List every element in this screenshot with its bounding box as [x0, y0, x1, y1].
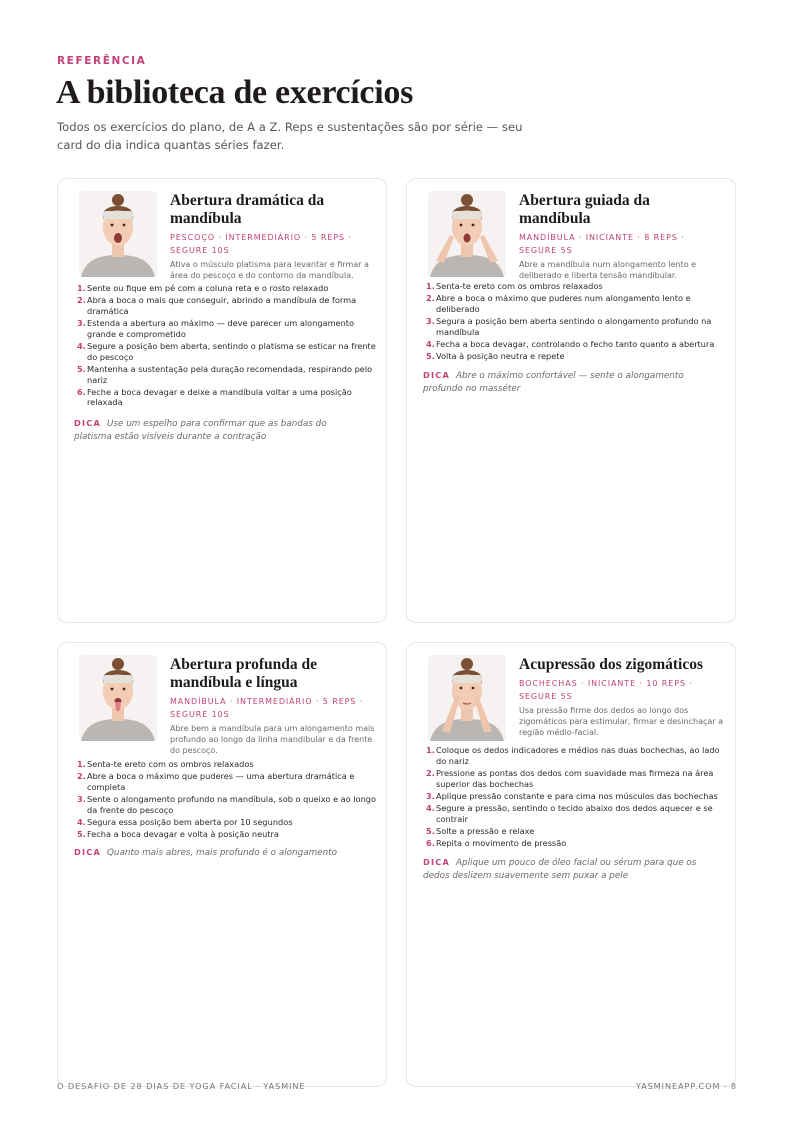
- exercise-image: [428, 191, 506, 277]
- step-item: 2. Abra a boca o mais que conseguir, abrindo a mandíbula de forma dramática: [77, 295, 357, 316]
- exercise-image: [79, 655, 157, 741]
- step-item: 3. Estenda a abertura ao máximo — deve parecer um alongamento grande e comprometido: [77, 317, 354, 339]
- exercise-meta: PESCOÇO · INTERMEDIÁRIO · 5 REPS · SEGURE 10S: [170, 233, 352, 255]
- step-item: 6. Feche a boca devagar e deixe a mandíbula voltar a uma posição relaxada: [77, 386, 352, 408]
- step-item: 5. Mantenha a sustentação pela duração recomendada, respirando pelo nariz: [77, 363, 373, 385]
- exercise-card: [57, 178, 387, 623]
- step-item: 1. Sente ou fique em pé com a coluna reta e o rosto relaxado: [77, 283, 329, 293]
- exercise-tip: [74, 417, 364, 444]
- exercise-image: [428, 655, 506, 741]
- step-item: 3. Sente o alongamento profundo na mandíbula, sob o queixo e ao longo da frente do pescoço: [77, 793, 376, 815]
- step-item: 3. Segura a posição bem aberta sentindo o alongamento profundo na mandíbula: [426, 315, 712, 337]
- step-item: 5. Fecha a boca devagar e volta à posição neutra: [77, 828, 279, 839]
- step-item: 6. Repita o movimento de pressão: [426, 837, 567, 848]
- tip-text: Use um espelho para confirmar que as bandas do platisma estão visíveis durante a contração: [74, 419, 327, 442]
- exercise-title: Acupressão dos zigomáticos: [519, 656, 703, 673]
- exercise-steps: [426, 281, 726, 363]
- page-intro: Todos os exercícios do plano, de A a Z. Reps e sustentações são por série — seu card do dia indica quantas séries fazer.: [57, 120, 523, 152]
- step-item: 2. Abre a boca o máximo que puderes num alongamento lento e deliberado: [426, 293, 691, 314]
- footer-page-info: YASMINEAPP.COM · 8: [635, 1081, 737, 1091]
- exercise-steps: [77, 283, 377, 410]
- exercise-description: Abre a mandíbula num alongamento lento e deliberado e liberta tensão mandibular.: [519, 260, 697, 280]
- exercise-description: Ativa o músculo platisma para levantar e firmar a área do pescoço e do contorno da mandíbula.: [170, 260, 369, 280]
- exercise-meta: MANDÍBULA · INICIANTE · 8 REPS · SEGURE 5S: [519, 233, 685, 255]
- tip-text: Aplique um pouco de óleo facial ou sérum para que os dedos deslizem suavemente sem puxar a pele: [423, 858, 697, 881]
- exercise-title: Abertura dramática da mandíbula: [170, 192, 325, 227]
- exercise-tip: [423, 856, 713, 883]
- step-item: 4. Segure a pressão, sentindo o tecido abaixo dos dedos aquecer e se contrair: [426, 802, 713, 824]
- step-item: 2. Pressione as pontas dos dedos com suavidade mas firmeza na área superior das bochechas: [426, 767, 714, 789]
- exercise-steps: [77, 759, 377, 841]
- page-title: A biblioteca de exercícios: [56, 74, 414, 111]
- tip-label: DICA: [74, 847, 101, 857]
- exercise-description: Usa pressão firme dos dedos ao longo dos zigomáticos para estimular, firmar e desinchaçar a região médio-facial.: [519, 706, 724, 737]
- exercise-card: [406, 178, 736, 623]
- step-item: 3. Aplique pressão constante e para cima nos músculos das bochechas: [426, 790, 718, 801]
- exercise-title: Abertura profunda de mandíbula e língua: [170, 656, 317, 691]
- tip-label: DICA: [423, 370, 450, 380]
- exercise-title: Abertura guiada da mandíbula: [519, 192, 650, 227]
- exercise-card: [57, 642, 387, 1087]
- tip-label: DICA: [74, 418, 101, 428]
- tip-text: Quanto mais abres, mais profundo é o alongamento: [107, 848, 337, 858]
- step-item: 4. Fecha a boca devagar, controlando o fecho tanto quanto a abertura: [426, 338, 715, 349]
- step-item: 1. Coloque os dedos indicadores e médios nas duas bochechas, ao lado do nariz: [426, 745, 720, 766]
- step-item: 1. Senta-te ereto com os ombros relaxados: [426, 281, 603, 291]
- step-item: 4. Segura essa posição bem aberta por 10 segundos: [77, 816, 293, 827]
- exercise-tip: [423, 369, 713, 396]
- tip-text: Abre o máximo confortável — sente o alongamento profundo no masséter: [423, 371, 684, 394]
- exercise-image: [79, 191, 157, 277]
- step-item: 5. Solte a pressão e relaxe: [426, 825, 535, 836]
- exercise-meta: BOCHECHAS · INICIANTE · 10 REPS · SEGURE 5S: [519, 679, 693, 701]
- tip-label: DICA: [423, 857, 450, 867]
- exercise-description: Abre bem a mandíbula para um alongamento mais profundo ao longo da linha mandibular e da frente do pescoço.: [170, 724, 375, 755]
- exercise-meta: MANDÍBULA · INTERMEDIÁRIO · 5 REPS · SEGURE 10S: [170, 697, 364, 719]
- step-item: 4. Segure a posição bem aberta, sentindo o platisma se esticar na frente do pescoço: [77, 340, 376, 362]
- section-eyebrow: REFERÊNCIA: [57, 55, 147, 67]
- step-item: 1. Senta-te ereto com os ombros relaxados: [77, 759, 254, 769]
- step-item: 2. Abre a boca o máximo que puderes — uma abertura dramática e completa: [77, 771, 355, 792]
- exercise-steps: [426, 745, 726, 850]
- exercise-tip: [74, 846, 364, 860]
- exercise-card: [406, 642, 736, 1087]
- footer-brand: O DESAFIO DE 28 DIAS DE YOGA FACIAL · YASMINE: [57, 1081, 306, 1091]
- step-item: 5. Volta à posição neutra e repete: [426, 350, 565, 361]
